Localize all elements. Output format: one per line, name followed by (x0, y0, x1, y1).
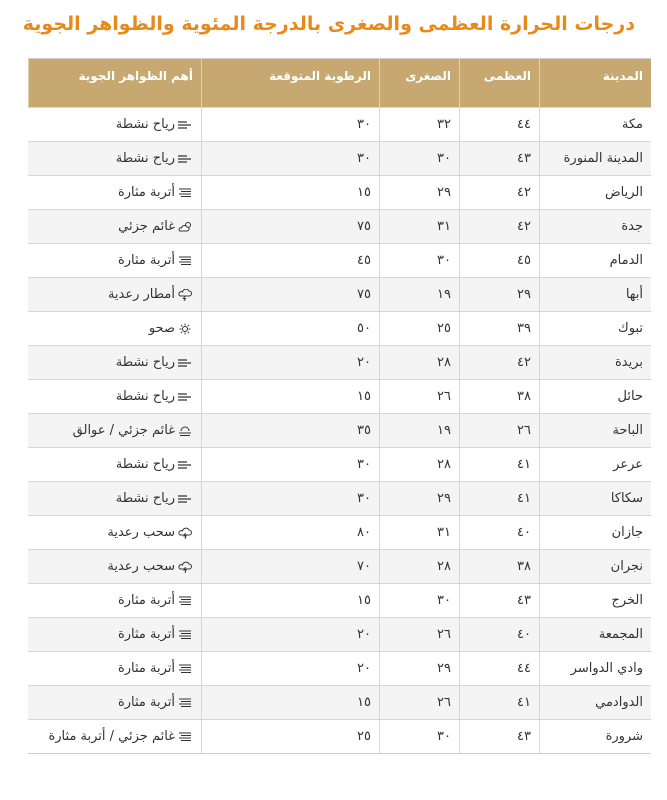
min-temp-cell: ٢٦ (379, 686, 459, 719)
phenomena-cell (28, 652, 201, 685)
min-temp-cell: ١٩ (379, 414, 459, 447)
table-row (28, 414, 651, 448)
max-temp-cell: ٣٨ (459, 380, 539, 413)
phenomena-cell (28, 108, 201, 141)
phenomena-label: صحو (148, 321, 175, 336)
phenomena-cell (28, 618, 201, 651)
phenomena-cell (28, 244, 201, 277)
min-temp-cell: ٣٠ (379, 584, 459, 617)
humidity-cell: ١٥ (201, 686, 379, 719)
max-temp-cell: ٢٩ (459, 278, 539, 311)
dust-icon (177, 595, 193, 607)
phenomena-label: سحب رعدية (107, 559, 175, 574)
humidity-cell: ٣٠ (201, 448, 379, 481)
phenomena-cell (28, 380, 201, 413)
max-temp-cell: ٣٩ (459, 312, 539, 345)
min-temp-cell: ٣١ (379, 210, 459, 243)
phenomena-wrap (108, 287, 193, 302)
humidity-cell: ٧٥ (201, 210, 379, 243)
table-row (28, 244, 651, 278)
humidity-cell: ٢٠ (201, 618, 379, 651)
phenomena-cell (28, 210, 201, 243)
phenomena-label: غائم جزئي / عوالق (72, 423, 175, 438)
max-temp-cell: ٤٣ (459, 142, 539, 175)
city-cell: سكاكا (539, 482, 651, 515)
max-temp-cell: ٤١ (459, 686, 539, 719)
phenomena-cell (28, 686, 201, 719)
wind-icon (177, 153, 193, 165)
min-temp-cell: ٢٩ (379, 652, 459, 685)
phenomena-label: أمطار رعدية (107, 287, 175, 302)
phenomena-wrap (116, 491, 193, 506)
min-temp-cell: ٢٨ (379, 550, 459, 583)
city-cell: مكة (539, 108, 651, 141)
max-temp-cell: ٤٤ (459, 108, 539, 141)
phenomena-label: رياح نشطة (115, 117, 175, 132)
humidity-cell: ٣٠ (201, 482, 379, 515)
table-row (28, 720, 651, 753)
max-temp-cell: ٤٣ (459, 584, 539, 617)
humidity-cell: ٢٠ (201, 652, 379, 685)
dust-icon (177, 629, 193, 641)
humidity-cell: ٧٥ (201, 278, 379, 311)
humidity-cell: ٧٠ (201, 550, 379, 583)
phenomena-wrap (118, 627, 193, 642)
phenomena-wrap (118, 695, 193, 710)
city-cell: جازان (539, 516, 651, 549)
max-temp-cell: ٤٢ (459, 176, 539, 209)
max-temp-cell: ٤٣ (459, 720, 539, 753)
wind-icon (177, 391, 193, 403)
humidity-cell: ٥٠ (201, 312, 379, 345)
city-cell: جدة (539, 210, 651, 243)
thunder-cloud-icon (177, 527, 193, 539)
city-cell: الباحة (539, 414, 651, 447)
min-temp-cell: ٢٨ (379, 448, 459, 481)
city-cell: نجران (539, 550, 651, 583)
table-row (28, 176, 651, 210)
table-header (28, 59, 651, 108)
phenomena-cell (28, 482, 201, 515)
phenomena-wrap (118, 593, 193, 608)
min-temp-cell: ١٩ (379, 278, 459, 311)
city-cell: أبها (539, 278, 651, 311)
table-row (28, 380, 651, 414)
city-cell: بريدة (539, 346, 651, 379)
haze-icon (177, 425, 193, 437)
phenomena-label: غائم جزئي (118, 219, 175, 234)
humidity-cell: ١٥ (201, 380, 379, 413)
humidity-cell: ١٥ (201, 584, 379, 617)
header-phenomena: أهم الظواهر الجوية (28, 59, 201, 107)
title-block (22, 6, 645, 42)
thunder-cloud-icon (177, 561, 193, 573)
table-row (28, 346, 651, 380)
phenomena-label: أتربة مثارة (117, 627, 175, 642)
city-cell: الخرج (539, 584, 651, 617)
phenomena-wrap (116, 389, 193, 404)
phenomena-cell (28, 448, 201, 481)
phenomena-wrap (118, 185, 193, 200)
max-temp-cell: ٤٠ (459, 516, 539, 549)
phenomena-cell (28, 278, 201, 311)
table-row (28, 108, 651, 142)
min-temp-cell: ٢٨ (379, 346, 459, 379)
city-cell: المدينة المنورة (539, 142, 651, 175)
min-temp-cell: ٣٠ (379, 244, 459, 277)
table-row (28, 652, 651, 686)
max-temp-cell: ٤١ (459, 448, 539, 481)
city-cell: تبوك (539, 312, 651, 345)
phenomena-label: رياح نشطة (115, 151, 175, 166)
wind-icon (177, 119, 193, 131)
phenomena-wrap (149, 321, 193, 336)
phenomena-wrap (73, 423, 193, 438)
table-row (28, 142, 651, 176)
max-temp-cell: ٢٦ (459, 414, 539, 447)
wind-icon (177, 459, 193, 471)
dust-icon (177, 255, 193, 267)
phenomena-cell (28, 584, 201, 617)
table-row (28, 482, 651, 516)
dust-icon (177, 731, 193, 743)
max-temp-cell: ٤٤ (459, 652, 539, 685)
table-row (28, 312, 651, 346)
phenomena-label: أتربة مثارة (117, 253, 175, 268)
humidity-cell: ٣٠ (201, 108, 379, 141)
city-cell: الرياض (539, 176, 651, 209)
humidity-cell: ٣٥ (201, 414, 379, 447)
city-cell: المجمعة (539, 618, 651, 651)
min-temp-cell: ٣١ (379, 516, 459, 549)
min-temp-cell: ٣٠ (379, 142, 459, 175)
header-humidity: الرطوبة المتوقعة (201, 59, 379, 107)
city-cell: الدمام (539, 244, 651, 277)
header-city: المدينة (539, 59, 651, 107)
phenomena-cell (28, 176, 201, 209)
phenomena-wrap (118, 253, 193, 268)
phenomena-wrap (116, 457, 193, 472)
min-temp-cell: ٢٩ (379, 482, 459, 515)
phenomena-wrap (116, 151, 193, 166)
phenomena-label: رياح نشطة (115, 355, 175, 370)
max-temp-cell: ٣٨ (459, 550, 539, 583)
max-temp-cell: ٤٢ (459, 346, 539, 379)
min-temp-cell: ٢٦ (379, 618, 459, 651)
phenomena-wrap (116, 355, 193, 370)
min-temp-cell: ٣٢ (379, 108, 459, 141)
phenomena-cell (28, 550, 201, 583)
humidity-cell: ٣٠ (201, 142, 379, 175)
phenomena-cell (28, 720, 201, 753)
city-cell: وادي الدواسر (539, 652, 651, 685)
table-row (28, 448, 651, 482)
phenomena-label: أتربة مثارة (117, 661, 175, 676)
header-min: الصغرى (379, 59, 459, 107)
wind-icon (177, 493, 193, 505)
partly-cloudy-icon (177, 221, 193, 233)
phenomena-cell (28, 346, 201, 379)
humidity-cell: ١٥ (201, 176, 379, 209)
phenomena-label: رياح نشطة (115, 457, 175, 472)
min-temp-cell: ٣٠ (379, 720, 459, 753)
sun-icon (177, 323, 193, 335)
table-row (28, 584, 651, 618)
max-temp-cell: ٤٥ (459, 244, 539, 277)
dust-icon (177, 663, 193, 675)
max-temp-cell: ٤١ (459, 482, 539, 515)
humidity-cell: ٤٥ (201, 244, 379, 277)
dust-icon (177, 187, 193, 199)
phenomena-label: أتربة مثارة (117, 593, 175, 608)
humidity-cell: ٨٠ (201, 516, 379, 549)
phenomena-wrap (48, 729, 193, 744)
phenomena-label: غائم جزئي / أتربة مثارة (48, 729, 175, 744)
dust-icon (177, 697, 193, 709)
table-row (28, 516, 651, 550)
phenomena-cell (28, 516, 201, 549)
min-temp-cell: ٢٥ (379, 312, 459, 345)
max-temp-cell: ٤٠ (459, 618, 539, 651)
thunder-rain-icon (177, 289, 193, 301)
phenomena-label: سحب رعدية (107, 525, 175, 540)
min-temp-cell: ٢٦ (379, 380, 459, 413)
wind-icon (177, 357, 193, 369)
table-row (28, 618, 651, 652)
table-row (28, 550, 651, 584)
table-row (28, 686, 651, 720)
city-cell: شرورة (539, 720, 651, 753)
phenomena-cell (28, 312, 201, 345)
city-cell: الدوادمي (539, 686, 651, 719)
phenomena-cell (28, 142, 201, 175)
header-max: العظمى (459, 59, 539, 107)
phenomena-wrap (107, 559, 193, 574)
max-temp-cell: ٤٢ (459, 210, 539, 243)
page-title: درجات الحرارة العظمى والصغرى بالدرجة المئوية والظواهر الجوية (22, 13, 635, 35)
phenomena-label: أتربة مثارة (117, 695, 175, 710)
humidity-cell: ٢٠ (201, 346, 379, 379)
weather-table (28, 58, 651, 754)
table-row (28, 210, 651, 244)
phenomena-wrap (118, 661, 193, 676)
phenomena-wrap (118, 219, 193, 234)
min-temp-cell: ٢٩ (379, 176, 459, 209)
city-cell: حائل (539, 380, 651, 413)
phenomena-label: رياح نشطة (115, 491, 175, 506)
city-cell: عرعر (539, 448, 651, 481)
phenomena-wrap (107, 525, 193, 540)
phenomena-label: رياح نشطة (115, 389, 175, 404)
phenomena-label: أتربة مثارة (117, 185, 175, 200)
phenomena-cell (28, 414, 201, 447)
table-row (28, 278, 651, 312)
humidity-cell: ٢٥ (201, 720, 379, 753)
phenomena-wrap (116, 117, 193, 132)
